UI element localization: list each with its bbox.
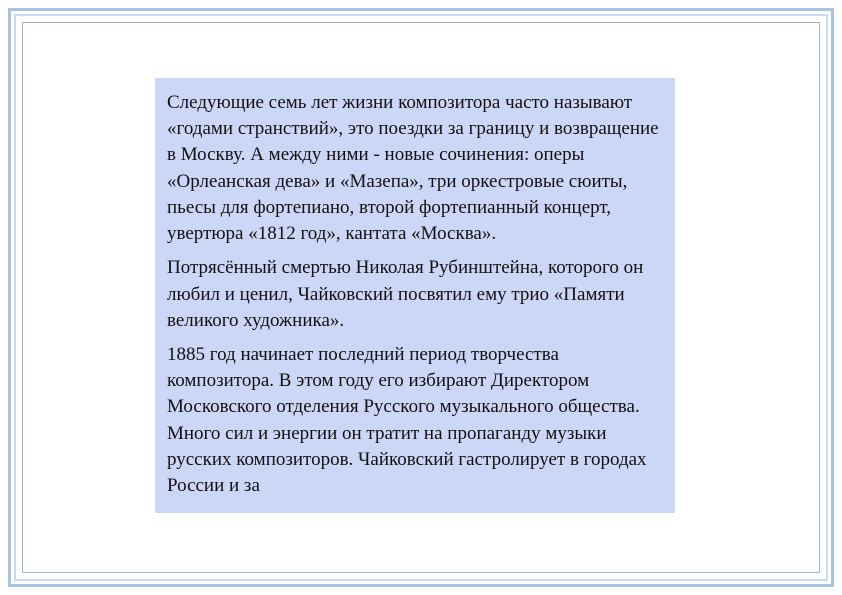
paragraph-3: 1885 год начинает последний период творчества композитора. В этом году его избирают Директором Московского отделения Русского музыкального общества. Много сил и энергии он тратит на пропаганду музыки русских композиторов. Чайковский гастролирует в городах России и за — [167, 343, 647, 497]
paragraph-1: Следующие семь лет жизни композитора часто называют «годами странствий», это поездки за границу и возвращение в Москву. А между ними - новые сочинения: оперы «Орлеанская дева» и «Мазепа», три оркестровые сюиты, пьесы для фортепиано, второй фортепианный концерт, увертюра «1812 год», кантата «Москва». — [167, 92, 659, 245]
text-content-block — [155, 78, 675, 513]
paragraph-2: Потрясённый смертью Николая Рубинштейна, которого он любил и ценил, Чайковский посвятил ему трио «Памяти великого художника». — [167, 257, 644, 331]
